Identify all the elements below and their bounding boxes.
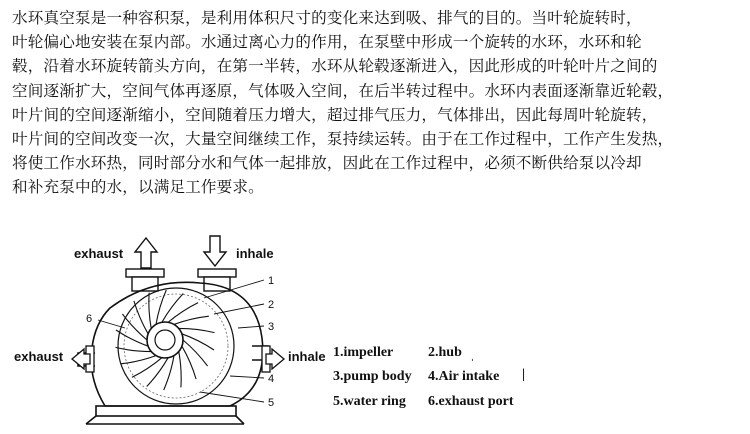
impeller-blade: [149, 293, 151, 329]
impeller-blade: [116, 330, 148, 346]
callout-4: 4: [268, 373, 275, 385]
impeller-blade: [179, 352, 181, 388]
legend-impeller: 1.impeller: [333, 345, 394, 360]
legend-water-ring: 5.water ring: [333, 394, 406, 409]
impeller-blade: [182, 334, 214, 350]
side-exhaust-label: exhaust: [14, 349, 64, 364]
impeller-blade: [182, 346, 196, 379]
paragraph-line: 叶片间的空间逐渐缩小，空间随着压力增大，超过排气压力，气体排出，因此每周叶轮旋转，: [12, 105, 658, 124]
exhaust-arrow-icon: [135, 238, 157, 268]
description-paragraph: [12, 6, 742, 200]
legend-exhaust-port: 6.exhaust port: [428, 394, 514, 409]
inhale-arrow-icon: [204, 236, 226, 266]
legend-mark: ˌ: [470, 347, 475, 362]
callout-5: 5: [268, 397, 275, 409]
paragraph-line: 毂，沿着水环旋转箭头方向，在第一半转，水环从轮毂逐渐进入，因此形成的叶轮叶片之间的: [12, 57, 658, 76]
impeller-blade: [164, 356, 174, 390]
impeller-blade: [116, 347, 152, 351]
impeller-blade: [179, 328, 215, 332]
callout-6: 6: [86, 313, 93, 325]
legend-air-intake: 4.Air intake: [428, 369, 500, 384]
paragraph-line: 叶轮偏心地安装在泵内部。水通过离心力的作用，在泵壁中形成一个旋转的水环，水环和轮: [12, 33, 642, 52]
top-exhaust-label: exhaust: [74, 246, 124, 261]
callout-2: 2: [268, 299, 275, 311]
paragraph-line: 空间逐渐扩大，空间气体再逐原，气体吸入空间，在后半转过程中。水环内表面逐渐靠近轮毂，: [12, 81, 674, 100]
legend-pump-body: 3.pump body: [333, 369, 412, 384]
legend-hub: 2.hub: [428, 345, 462, 360]
paragraph-line: 水环真空泵是一种容积泵，是利用体积尺寸的变化来达到吸、排气的目的。当叶轮旋转时，: [12, 9, 642, 27]
top-inhale-label: inhale: [236, 246, 274, 261]
pump-diagram: [0, 228, 750, 434]
side-inhale-label: inhale: [288, 349, 326, 364]
impeller-blade: [174, 316, 209, 324]
paragraph-line: 和补充泵中的水，以满足工作要求。: [12, 178, 264, 197]
side-exhaust-arrow-icon: [72, 346, 94, 372]
impeller-blade: [134, 301, 148, 334]
paragraph-line: 将使工作水环热，同时部分水和气体一起排放，因此在工作过程中，必须不断供给泵以冷却: [12, 154, 642, 173]
side-inhale-arrow-icon: [262, 346, 284, 372]
legend-cursor-mark: |: [522, 367, 526, 382]
callout-1: 1: [268, 275, 275, 287]
callout-3: 3: [268, 321, 275, 333]
paragraph-line: 叶片间的空间改变一次，大量空间继续工作，泵持续运转。由于在工作过程中，工作产生发热，: [12, 129, 674, 148]
impeller-blade: [121, 356, 156, 364]
